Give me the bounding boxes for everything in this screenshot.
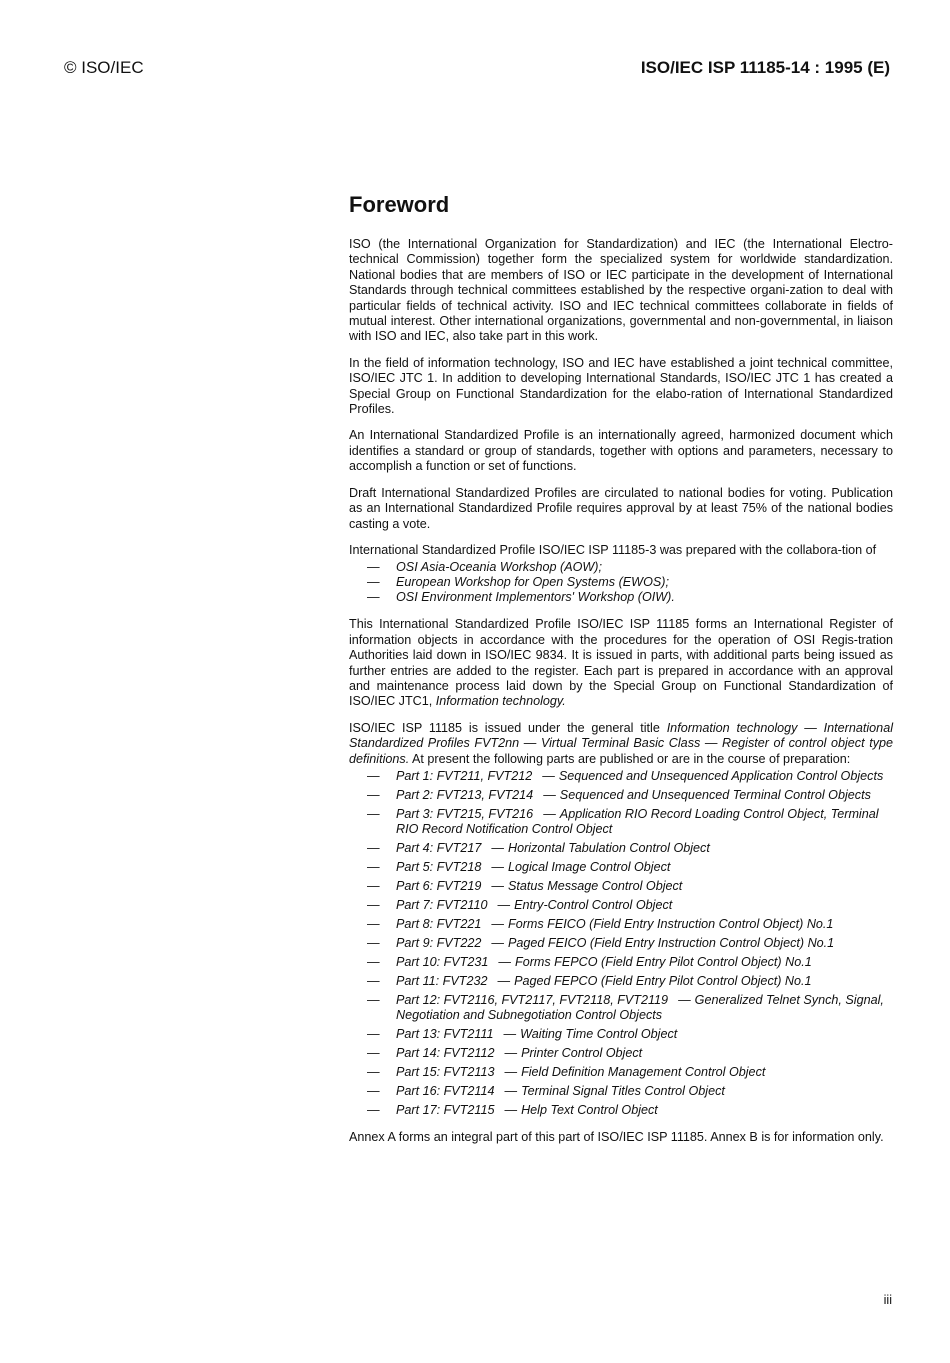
- page-number: iii: [883, 1293, 892, 1307]
- list-item: — Part 10: FVT231 — Forms FEPCO (Field Entry Pilot Control Object) No.1: [349, 955, 893, 970]
- list-item: — Part 3: FVT215, FVT216 — Application RIO Record Loading Control Object, Terminal RIO Record Notification Control Object: [349, 807, 893, 837]
- header-left: © ISO/IEC: [64, 58, 144, 77]
- paragraph-draft-voting: Draft International Standardized Profiles are circulated to national bodies for voting. Publication as an International Standardized Profile requires approval by at least 75% of the national bodies casting a vote.: [349, 485, 893, 531]
- header-right: ISO/IEC ISP 11185-14 : 1995 (E): [640, 58, 890, 77]
- page-title: Foreword: [349, 192, 450, 217]
- list-item: — Part 1: FVT211, FVT212 — Sequenced and Unsequenced Application Control Objects: [349, 769, 893, 784]
- paragraph-iso-iec: ISO (the International Organization for Standardization) and IEC (the International Electro-technical Commission) together form the specialized system for worldwide standardization. National bodies that are members of ISO or IEC participate in the development of International Standards through technical committees established by the respective organi-zation to deal with particular fields of technical activity. ISO and IEC technical committees collaborate in fields of mutual interest. Other international organizations, governmental and non-governmental, in liaison with ISO and IEC, also take part in this work.: [349, 237, 893, 344]
- list-item: — OSI Environment Implementors' Workshop (OIW).: [349, 590, 893, 605]
- list-item: — Part 2: FVT213, FVT214 — Sequenced and Unsequenced Terminal Control Objects: [349, 788, 893, 803]
- list-item: — Part 7: FVT2110 — Entry-Control Control Object: [349, 898, 893, 913]
- list-item: — Part 15: FVT2113 — Field Definition Management Control Object: [349, 1065, 893, 1080]
- list-item: — Part 11: FVT232 — Paged FEPCO (Field Entry Pilot Control Object) No.1: [349, 974, 893, 989]
- list-item: — Part 12: FVT2116, FVT2117, FVT2118, FVT2119 — Generalized Telnet Synch, Signal, Negotiation and Subnegotiation Control Objects: [349, 993, 893, 1023]
- paragraph-annex: Annex A forms an integral part of this part of ISO/IEC ISP 11185. Annex B is for information only.: [349, 1129, 884, 1144]
- paragraph-jtc1: In the field of information technology, ISO and IEC have established a joint technical committee, ISO/IEC JTC 1. In addition to developing International Standards, ISO/IEC JTC 1 has created a Special Group on Functional Standardization for the elabo-ration of International Standardized Profiles.: [349, 355, 893, 417]
- list-item: — Part 5: FVT218 — Logical Image Control Object: [349, 860, 893, 875]
- workshop-list: [349, 560, 893, 605]
- paragraph-general-title: ISO/IEC ISP 11185 is issued under the general title Information technology — International Standardized Profiles FVT2nn — Virtual Terminal Basic Class — Register of control object type definitions. At present the following parts are published or are in the course of preparation:: [349, 720, 893, 766]
- list-item: — Part 9: FVT222 — Paged FEICO (Field Entry Instruction Control Object) No.1: [349, 936, 893, 951]
- list-item: — Part 6: FVT219 — Status Message Control Object: [349, 879, 893, 894]
- list-item: — OSI Asia-Oceania Workshop (AOW);: [349, 560, 893, 575]
- list-item: — Part 13: FVT2111 — Waiting Time Control Object: [349, 1027, 893, 1042]
- foreword-body: [349, 192, 893, 1156]
- paragraph-isp-definition: An International Standardized Profile is an internationally agreed, harmonized document which identifies a standard or group of standards, together with options and parameters, necessary to accomplish a function or set of functions.: [349, 428, 893, 474]
- paragraph-register: This International Standardized Profile ISO/IEC ISP 11185 forms an International Register of information objects in accordance with the procedures for the operation of OSI Regis-tration Authorities laid down in ISO/IEC 9834. It is issued in parts, with additional parts being issued as further entries are added to the register. Each part is prepared in accordance with an approval and maintenance process laid down by the Special Group on Functional Standardization of ISO/IEC JTC1, Information technology.: [349, 617, 893, 709]
- parts-list: [349, 769, 893, 1118]
- paragraph-collaboration: International Standardized Profile ISO/IEC ISP 11185-3 was prepared with the collabora-tion of: [349, 542, 877, 557]
- list-item: — Part 8: FVT221 — Forms FEICO (Field Entry Instruction Control Object) No.1: [349, 917, 893, 932]
- list-item: — Part 4: FVT217 — Horizontal Tabulation Control Object: [349, 841, 893, 856]
- list-item: — Part 14: FVT2112 — Printer Control Object: [349, 1046, 893, 1061]
- list-item: — Part 16: FVT2114 — Terminal Signal Titles Control Object: [349, 1084, 893, 1099]
- list-item: — Part 17: FVT2115 — Help Text Control Object: [349, 1103, 893, 1118]
- list-item: — European Workshop for Open Systems (EWOS);: [349, 575, 893, 590]
